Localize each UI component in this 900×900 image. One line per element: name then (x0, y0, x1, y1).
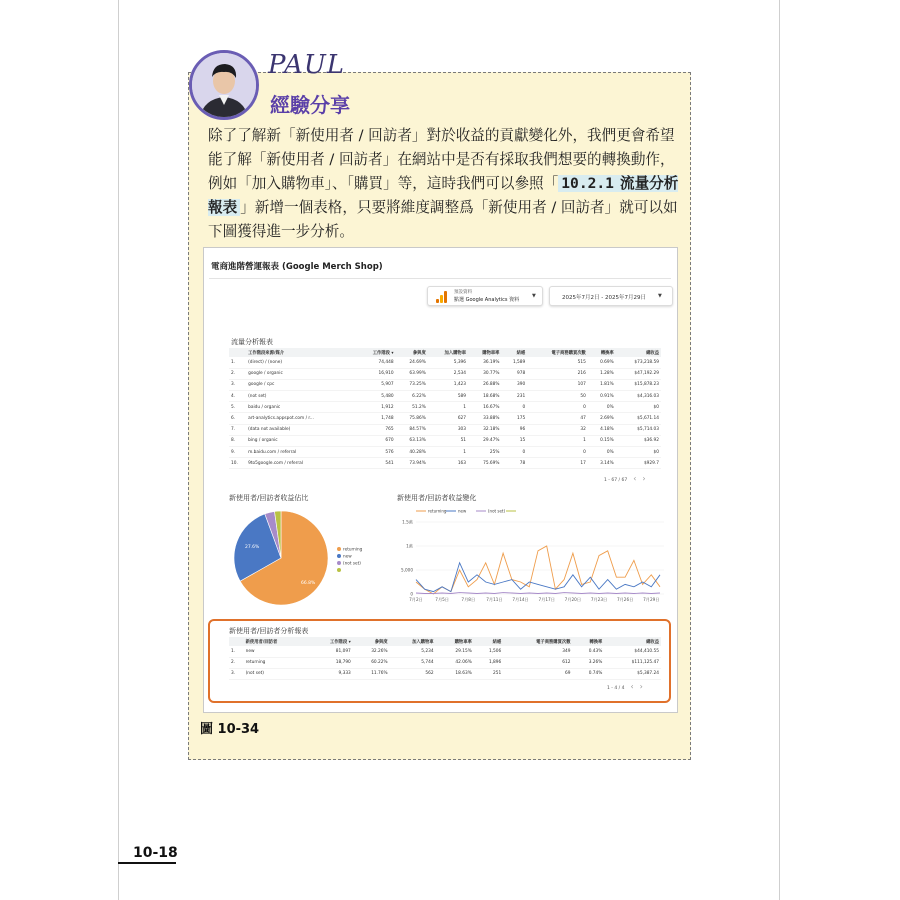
x-tick-label: 7月11日 (486, 597, 503, 602)
table-cell: $0 (616, 402, 661, 413)
reference-title: 流量分析報表 (208, 175, 679, 216)
table-cell: 50 (527, 391, 588, 402)
x-tick-label: 7月17日 (538, 597, 555, 602)
table-cell: 0.69% (588, 357, 616, 368)
author-portrait-icon (192, 53, 256, 117)
legend-label: new (458, 508, 467, 514)
table-cell: 32 (527, 424, 588, 435)
table-cell: 1 (428, 447, 468, 458)
section-heading: 經驗分享 (270, 93, 350, 117)
table-cell: 42.06% (436, 657, 474, 668)
table-cell: 25% (468, 447, 501, 458)
column-header[interactable]: 參與度 (396, 348, 428, 357)
data-source-control[interactable] (427, 286, 543, 306)
y-tick-label: 1.5萬 (402, 519, 413, 525)
table-cell: 175 (501, 413, 527, 424)
line-chart-title: 新使用者/回訪者收益變化 (397, 494, 477, 502)
figure-caption: 圖 10-34 (200, 722, 260, 737)
table-cell: 2. (229, 368, 246, 379)
table-cell: 18.68% (468, 391, 501, 402)
table-cell: 107 (527, 379, 588, 390)
table-cell: 74,448 (356, 357, 395, 368)
legend-marker (337, 561, 341, 565)
page-number-underline (118, 862, 176, 864)
table-cell: 9to5google.com / referral (246, 458, 356, 469)
table-cell: 5,396 (428, 357, 468, 368)
table-cell: $73,218.59 (616, 357, 661, 368)
table-cell: 73.25% (396, 379, 428, 390)
table-cell: 0 (527, 447, 588, 458)
table-cell: $5,387.24 (604, 668, 661, 679)
paragraph-part-2: 」新增一個表格，只要將維度調整爲「新使用者 / 回訪者」就可以如下圖獲得進一步分析。 (208, 199, 678, 240)
table-cell: (data not available) (246, 424, 356, 435)
series-line-(not set)[interactable] (416, 593, 660, 594)
legend-marker (337, 568, 341, 572)
table-cell: 0 (501, 402, 527, 413)
table-cell: 51.2% (396, 402, 428, 413)
table-cell: 670 (356, 435, 395, 446)
author-avatar (189, 50, 259, 120)
table-cell: 32.26% (353, 646, 390, 657)
column-header[interactable]: 結帳 (474, 637, 503, 646)
chevron-down-icon: ▼ (532, 293, 536, 299)
column-header[interactable]: 結帳 (501, 348, 527, 357)
table-cell: $0 (616, 447, 661, 458)
table-cell: 69 (503, 668, 572, 679)
table-cell: 1,423 (428, 379, 468, 390)
table-cell: 1,589 (501, 357, 527, 368)
table-row[interactable] (229, 402, 661, 413)
next-page-icon[interactable]: › (642, 474, 646, 483)
column-header[interactable]: 購物車率 (436, 637, 474, 646)
google-analytics-icon (436, 291, 447, 303)
user-table-title: 新使用者/回訪者分析報表 (229, 627, 309, 635)
table-cell: $44,410.55 (604, 646, 661, 657)
table-cell: 589 (428, 391, 468, 402)
x-tick-label: 7月5日 (435, 597, 450, 602)
table-cell: $47,192.29 (616, 368, 661, 379)
table-cell: 33.88% (468, 413, 501, 424)
table-cell: bing / organic (246, 435, 356, 446)
data-source-value: 點選 Google Analytics 資料 (454, 297, 520, 303)
legend-label: returning (428, 508, 447, 514)
table-cell: 231 (501, 391, 527, 402)
table-cell: 303 (428, 424, 468, 435)
prev-page-icon[interactable]: ‹ (630, 682, 634, 691)
table-cell: 9,333 (308, 668, 353, 679)
column-header[interactable]: 工作階段 ▾ (308, 637, 353, 646)
table-cell: returning (244, 657, 308, 668)
table-cell: 0.91% (588, 391, 616, 402)
table-cell: 75.69% (468, 458, 501, 469)
table-cell: 40.28% (396, 447, 428, 458)
column-header[interactable]: 工作階段 ▾ (356, 348, 395, 357)
table-cell: new (244, 646, 308, 657)
title-divider (209, 278, 671, 279)
column-header[interactable]: 電子商務購買次數 (503, 637, 572, 646)
pager-text: 1 - 67 / 67 (604, 478, 628, 483)
column-header[interactable] (229, 348, 246, 357)
table-cell: 63.13% (396, 435, 428, 446)
revenue-trend-line-chart (382, 506, 672, 606)
table-cell: 78 (501, 458, 527, 469)
table-cell: m.baidu.com / referral (246, 447, 356, 458)
y-tick-label: 5,000 (401, 567, 413, 573)
table-cell: 15 (501, 435, 527, 446)
table-cell: (not set) (244, 668, 308, 679)
table-cell: 1 (527, 435, 588, 446)
table-cell: 541 (356, 458, 395, 469)
table-cell: 5. (229, 402, 246, 413)
table-cell: $5,671.14 (616, 413, 661, 424)
table-cell: 36.19% (468, 357, 501, 368)
table-cell: 216 (527, 368, 588, 379)
next-page-icon[interactable]: › (639, 682, 643, 691)
table-cell: google / organic (246, 368, 356, 379)
table-cell: 163 (428, 458, 468, 469)
y-tick-label: 0 (410, 591, 413, 597)
table-cell: baidu / organic (246, 402, 356, 413)
table-cell: 16,910 (356, 368, 395, 379)
table-cell: 8. (229, 435, 246, 446)
table-cell: 29.15% (436, 646, 474, 657)
table-cell: 0 (501, 447, 527, 458)
table-cell: $111,125.47 (604, 657, 661, 668)
table-cell: 349 (503, 646, 572, 657)
table-cell: 1,748 (356, 413, 395, 424)
x-tick-label: 7月26日 (616, 597, 634, 602)
legend-label: new (343, 553, 352, 559)
x-tick-label: 7月8日 (461, 597, 476, 602)
date-range-value: 2025年7月2日 - 2025年7月29日 (562, 295, 646, 301)
x-tick-label: 7月23日 (590, 597, 608, 602)
page-number: 10-18 (133, 845, 178, 861)
pie-data-label: 27.6% (245, 545, 260, 550)
table-cell: 51 (428, 435, 468, 446)
table-cell: 1,896 (474, 657, 503, 668)
table-cell: 30.77% (468, 368, 501, 379)
table-cell: $15,878.23 (616, 379, 661, 390)
table-cell: 84.57% (396, 424, 428, 435)
table-cell: 6. (229, 413, 246, 424)
table-cell: 0.74% (573, 668, 605, 679)
table-cell: 1 (428, 402, 468, 413)
table-cell: $36.92 (616, 435, 661, 446)
data-source-label: 預設資料 (454, 290, 472, 295)
table-cell: 5,480 (356, 391, 395, 402)
table-cell: 612 (503, 657, 572, 668)
pie-data-label: 66.8% (301, 581, 316, 586)
table-cell: 3.26% (573, 657, 605, 668)
table-cell: 2,534 (428, 368, 468, 379)
legend-label: (not set) (488, 508, 506, 514)
column-header[interactable]: 電子商務購買次數 (527, 348, 588, 357)
legend-marker (337, 547, 341, 551)
report-title: 電商進階營運報表 (Google Merch Shop) (211, 262, 383, 272)
table-cell: 6.22% (396, 391, 428, 402)
x-tick-label: 7月14日 (512, 597, 529, 602)
table-cell: 47 (527, 413, 588, 424)
body-paragraph (208, 124, 688, 244)
table-cell: 32.18% (468, 424, 501, 435)
highlight-frame (208, 619, 671, 703)
table-cell: 60.22% (353, 657, 390, 668)
traffic-table-title: 流量分析報表 (231, 338, 273, 346)
table-cell: 0% (588, 447, 616, 458)
table-cell: $5,714.03 (616, 424, 661, 435)
table-cell: 18,790 (308, 657, 353, 668)
table-cell: 251 (474, 668, 503, 679)
column-header[interactable]: 工作階段來源/媒介 (246, 348, 356, 357)
table-cell: 1.81% (588, 379, 616, 390)
table-cell: 3. (229, 668, 244, 679)
table-cell: 5,234 (390, 646, 436, 657)
table-cell: 7. (229, 424, 246, 435)
legend-marker (337, 554, 341, 558)
table-cell: 576 (356, 447, 395, 458)
table-row[interactable] (229, 424, 661, 435)
table-cell: art-analytics.appspot.com / r... (246, 413, 356, 424)
table-cell: 29.47% (468, 435, 501, 446)
table-cell: 0 (527, 402, 588, 413)
x-tick-label: 7月2日 (409, 597, 423, 602)
column-header[interactable]: 新使用者/回訪者 (244, 637, 308, 646)
table-cell: 75.86% (396, 413, 428, 424)
table-cell: 4.18% (588, 424, 616, 435)
column-header[interactable]: 轉換率 (588, 348, 616, 357)
x-tick-label: 7月20日 (564, 597, 582, 602)
table-cell: 17 (527, 458, 588, 469)
column-header[interactable]: 總收益 (604, 637, 661, 646)
table-row[interactable] (229, 435, 661, 446)
table-cell: 515 (527, 357, 588, 368)
table-cell: 4. (229, 391, 246, 402)
table-cell: 96 (501, 424, 527, 435)
table-cell: 1,912 (356, 402, 395, 413)
table-cell: 1. (229, 646, 244, 657)
y-tick-label: 1萬 (406, 543, 413, 549)
table-cell: 1.28% (588, 368, 616, 379)
table-row[interactable] (229, 391, 661, 402)
reference-number: 10.2.1 (558, 175, 617, 192)
table-row[interactable] (229, 413, 661, 424)
x-tick-label: 7月29日 (643, 597, 660, 602)
table-cell: $929.7 (616, 458, 661, 469)
table-cell: 18.63% (436, 668, 474, 679)
table-cell: 627 (428, 413, 468, 424)
legend-label: (not set) (343, 560, 361, 566)
table-cell: 0% (588, 402, 616, 413)
table-cell: 26.88% (468, 379, 501, 390)
revenue-share-pie-chart (229, 506, 379, 611)
table-cell: 73.94% (396, 458, 428, 469)
pie-chart-title: 新使用者/回訪者收益佔比 (229, 494, 309, 502)
table-cell: 63.99% (396, 368, 428, 379)
column-header[interactable]: 購物車率 (468, 348, 501, 357)
table-row[interactable] (229, 447, 661, 458)
table-row[interactable] (229, 368, 661, 379)
chevron-down-icon: ▼ (658, 293, 662, 299)
table-cell: 0.15% (588, 435, 616, 446)
table-cell: 11.76% (353, 668, 390, 679)
table-cell: 562 (390, 668, 436, 679)
table-cell: 1,506 (474, 646, 503, 657)
date-range-control[interactable] (549, 286, 673, 306)
table-cell: 1. (229, 357, 246, 368)
table-cell: 3.14% (588, 458, 616, 469)
table-cell: 9. (229, 447, 246, 458)
table-cell: 765 (356, 424, 395, 435)
paragraph-part-1: 除了了解新「新使用者 / 回訪者」對於收益的貢獻變化外，我們更會希望能了解「新使用者 / 回訪者」在網站中是否有採取我們想要的轉換動作，例如「加入購物車」、「購買」等，這時我們可以參照「 (208, 127, 675, 192)
legend-label: returning (343, 546, 363, 552)
prev-page-icon[interactable]: ‹ (633, 474, 637, 483)
column-header[interactable]: 轉換率 (573, 637, 605, 646)
pager-text: 1 - 4 / 4 (607, 686, 625, 691)
table-row[interactable] (229, 357, 661, 368)
table-cell: (not set) (246, 391, 356, 402)
table-cell: 0.43% (573, 646, 605, 657)
table-cell: 24.69% (396, 357, 428, 368)
table-cell: 16.67% (468, 402, 501, 413)
table-cell: 2.69% (588, 413, 616, 424)
table-cell: 5,744 (390, 657, 436, 668)
table-cell: (direct) / (none) (246, 357, 356, 368)
traffic-table-pager (604, 474, 646, 483)
table-cell: 10. (229, 458, 246, 469)
table-cell: $4,316.03 (616, 391, 661, 402)
table-cell: 2. (229, 657, 244, 668)
column-header[interactable]: 參與度 (353, 637, 390, 646)
table-row[interactable] (229, 458, 661, 469)
table-cell: 81,097 (308, 646, 353, 657)
column-header[interactable]: 加入購物車 (390, 637, 436, 646)
column-header[interactable]: 總收益 (616, 348, 661, 357)
table-cell: 390 (501, 379, 527, 390)
table-cell: google / cpc (246, 379, 356, 390)
traffic-analysis-table (229, 348, 661, 469)
table-row[interactable] (229, 379, 661, 390)
column-header[interactable]: 加入購物車 (428, 348, 468, 357)
table-cell: 5,907 (356, 379, 395, 390)
author-name: PAUL (268, 50, 346, 80)
table-cell: 978 (501, 368, 527, 379)
table-cell: 3. (229, 379, 246, 390)
